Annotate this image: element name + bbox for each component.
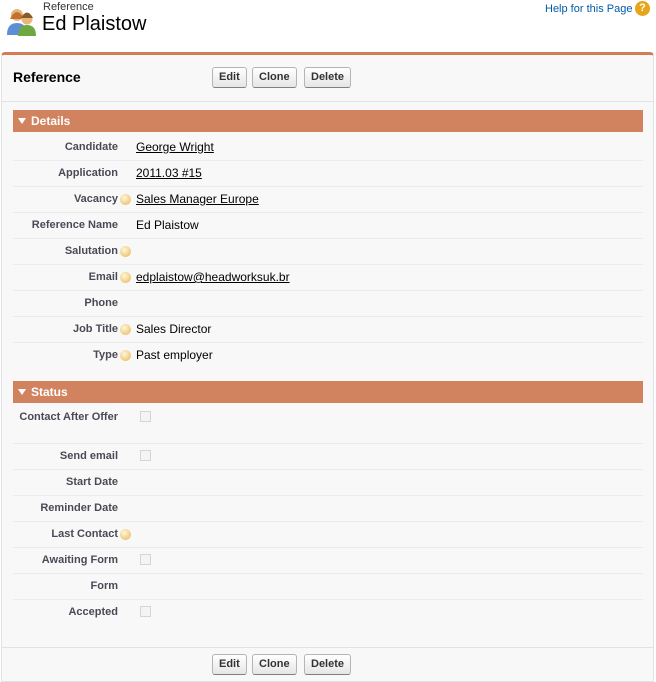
field-value: Sales Director: [136, 322, 212, 336]
field-value: [136, 140, 214, 154]
field-label: Reference Name: [31, 219, 118, 231]
collapse-triangle-icon[interactable]: [18, 118, 26, 124]
field-row-vacancy: [13, 187, 643, 213]
contact-after-offer-checkbox: [140, 411, 151, 422]
email-link[interactable]: edplaistow@headworksuk.br: [136, 270, 290, 284]
field-row-phone: [13, 291, 643, 317]
field-label: Accepted: [68, 606, 118, 618]
delete-button[interactable]: Delete: [304, 654, 351, 675]
help-link[interactable]: Help for this Page: [545, 3, 633, 15]
status-section-header[interactable]: [13, 381, 643, 403]
delete-button[interactable]: Delete: [304, 67, 351, 88]
info-icon[interactable]: [120, 246, 131, 257]
info-icon[interactable]: [120, 529, 131, 540]
field-value: [136, 166, 202, 180]
field-row-application: [13, 161, 643, 187]
panel-title: Reference: [13, 69, 81, 85]
info-icon[interactable]: [120, 194, 131, 205]
vacancy-link[interactable]: Sales Manager Europe: [136, 192, 259, 206]
info-icon[interactable]: [120, 324, 131, 335]
field-row-last-contact: [13, 522, 643, 548]
field-label: Email: [88, 271, 118, 283]
question-circle-icon[interactable]: ?: [635, 1, 650, 16]
field-label: Candidate: [64, 141, 118, 153]
clone-button[interactable]: Clone: [252, 654, 297, 675]
application-link[interactable]: 2011.03 #15: [136, 166, 202, 180]
details-section-title: Details: [31, 114, 71, 128]
field-label: Start Date: [66, 476, 118, 488]
field-row-type: [13, 343, 643, 368]
field-row-salutation: [13, 239, 643, 265]
field-value: [136, 270, 290, 284]
field-row-reference-name: [13, 213, 643, 239]
field-label: Salutation: [64, 245, 118, 257]
detail-panel: [1, 52, 654, 682]
field-row-accepted: [13, 600, 643, 625]
candidate-link[interactable]: George Wright: [136, 140, 214, 154]
field-label: Vacancy: [73, 193, 118, 205]
field-label: Job Title: [72, 323, 118, 335]
awaiting-form-checkbox: [140, 554, 151, 565]
edit-button[interactable]: Edit: [212, 67, 247, 88]
field-value: Ed Plaistow: [136, 218, 199, 232]
field-row-awaiting-form: [13, 548, 643, 574]
field-row-start-date: [13, 470, 643, 496]
clone-button[interactable]: Clone: [252, 67, 297, 88]
field-label: Reminder Date: [40, 502, 118, 514]
object-type-label: Reference: [43, 1, 94, 13]
field-value: [136, 192, 259, 206]
field-label: Last Contact: [51, 528, 118, 540]
page-title: Ed Plaistow: [42, 13, 147, 35]
field-row-email: [13, 265, 643, 291]
field-row-reminder-date: [13, 496, 643, 522]
send-email-checkbox: [140, 450, 151, 461]
field-row-send-email: [13, 444, 643, 470]
field-label: Phone: [84, 297, 118, 309]
field-label: Send email: [59, 450, 118, 462]
collapse-triangle-icon[interactable]: [18, 389, 26, 395]
field-label: Application: [58, 167, 118, 179]
status-section-title: Status: [31, 385, 68, 399]
details-section-header[interactable]: [13, 110, 643, 132]
field-label: Awaiting Form: [41, 554, 118, 566]
field-row-contact-after-offer: [13, 405, 643, 444]
edit-button[interactable]: Edit: [212, 654, 247, 675]
field-label: Form: [90, 580, 118, 592]
field-row-candidate: [13, 135, 643, 161]
accepted-checkbox: [140, 606, 151, 617]
page-header: [0, 0, 656, 50]
info-icon[interactable]: [120, 272, 131, 283]
people-icon: [6, 5, 38, 37]
panel-footer-divider: [2, 647, 653, 648]
field-value: Past employer: [136, 348, 213, 362]
field-row-form: [13, 574, 643, 600]
field-row-job-title: [13, 317, 643, 343]
field-label: Type: [93, 349, 118, 361]
info-icon[interactable]: [120, 350, 131, 361]
panel-header: [2, 55, 653, 102]
field-label: Contact After Offer: [19, 411, 118, 423]
